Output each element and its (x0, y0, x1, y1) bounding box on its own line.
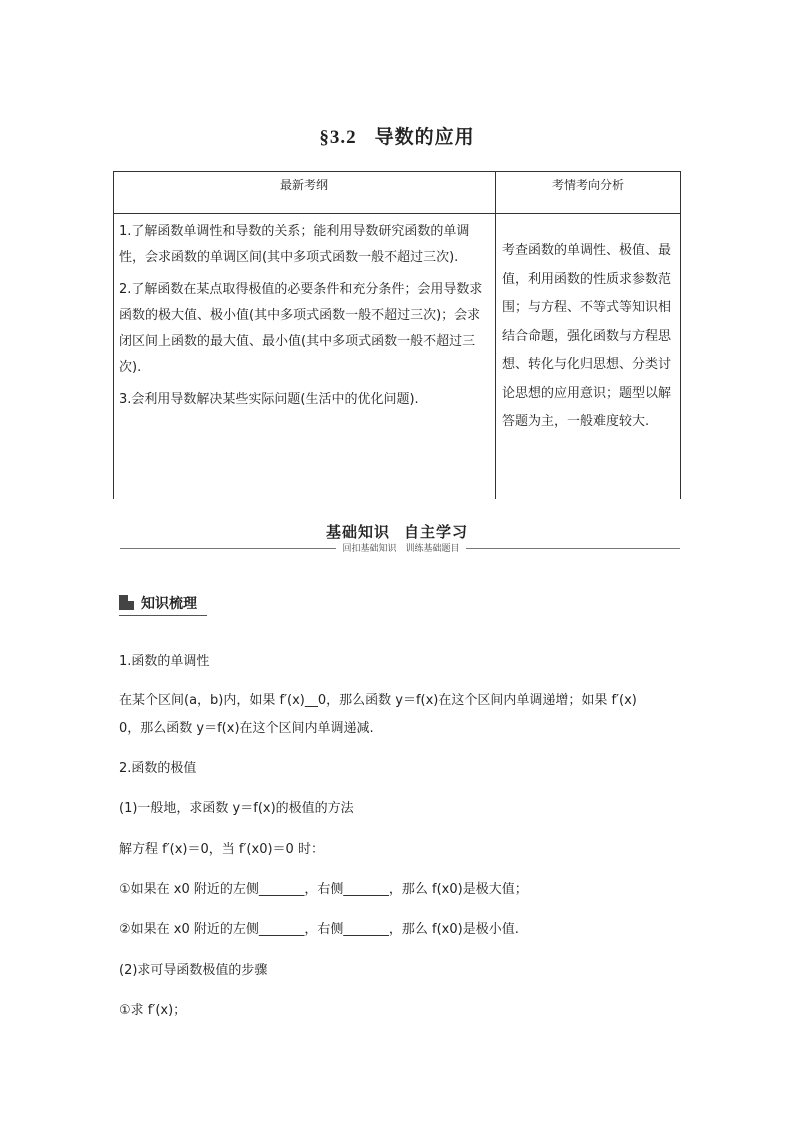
exam-outline-table (113, 171, 681, 499)
paragraph-line: ①如果在 x0 附近的左侧_______，右侧_______，那么 f(x0)是极大值； (119, 882, 528, 897)
outline-item: 2.了解函数在某点取得极值的必要条件和充分条件；会用导数求函数的极大值、极小值(其中多项式函数一般不超过三次)；会求闭区间上函数的最大值、最小值(其中多项式函数一般不超过三次). (119, 282, 483, 375)
analysis-cell: 考查函数的单调性、极值、最值，利用函数的性质求参数范围；与方程、不等式等知识相结合命题，强化函数与方程思想、转化与化归思想、分类讨论思想的应用意识；题型以解答题为主，一般难度较大. (502, 243, 672, 429)
banner-rule-left (120, 548, 336, 549)
banner-rule-right (466, 548, 680, 549)
table-border (113, 171, 114, 499)
paragraph-line: 在某个区间(a，b)内，如果 f′(x)__0，那么函数 y＝f(x)在这个区间内单调递增；如果 f′(x) (119, 693, 637, 708)
section-title: 导数的应用 (374, 126, 475, 148)
outline-item: 3.会利用导数解决某些实际问题(生活中的优化问题). (119, 392, 419, 407)
banner-subtitle: 回扣基础知识 训练基础题目 (342, 544, 460, 554)
knowledge-underline (119, 615, 207, 616)
banner-title-b: 自主学习 (404, 523, 469, 541)
paragraph-line: ②如果在 x0 附近的左侧_______，右侧_______，那么 f(x0)是极小值. (119, 922, 519, 937)
paragraph-line: (2)求可导函数极值的步骤 (119, 963, 268, 978)
table-header-outline: 最新考纲 (279, 178, 328, 192)
section-number: §3.2 (319, 127, 357, 148)
table-border (680, 171, 681, 499)
table-divider (495, 171, 496, 499)
paragraph-line: (1)一般地，求函数 y＝f(x)的极值的方法 (119, 801, 354, 816)
table-border (113, 171, 680, 172)
paragraph-line: 0，那么函数 y＝f(x)在这个区间内单调递减. (119, 721, 374, 736)
paragraph-line: ①求 f′(x)； (119, 1003, 187, 1018)
outline-item: 1.了解函数单调性和导数的关系；能利用导数研究函数的单调性，会求函数的单调区间(其中多项式函数一般不超过三次). (119, 224, 470, 265)
square-bullet-icon (119, 595, 134, 610)
heading-extremum: 2.函数的极值 (119, 761, 197, 776)
banner-title-a: 基础知识 (325, 523, 390, 541)
banner-title (0, 521, 794, 542)
page-title (0, 122, 794, 149)
paragraph-line: 解方程 f′(x)＝0，当 f′(x0)＝0 时： (119, 842, 324, 857)
outline-cell (119, 219, 491, 419)
section-banner (0, 521, 794, 542)
knowledge-label: 知识梳理 (141, 596, 197, 612)
table-header-divider (113, 213, 680, 214)
heading-monotonicity: 1.函数的单调性 (119, 654, 210, 669)
table-header-analysis: 考情考向分析 (551, 178, 624, 192)
